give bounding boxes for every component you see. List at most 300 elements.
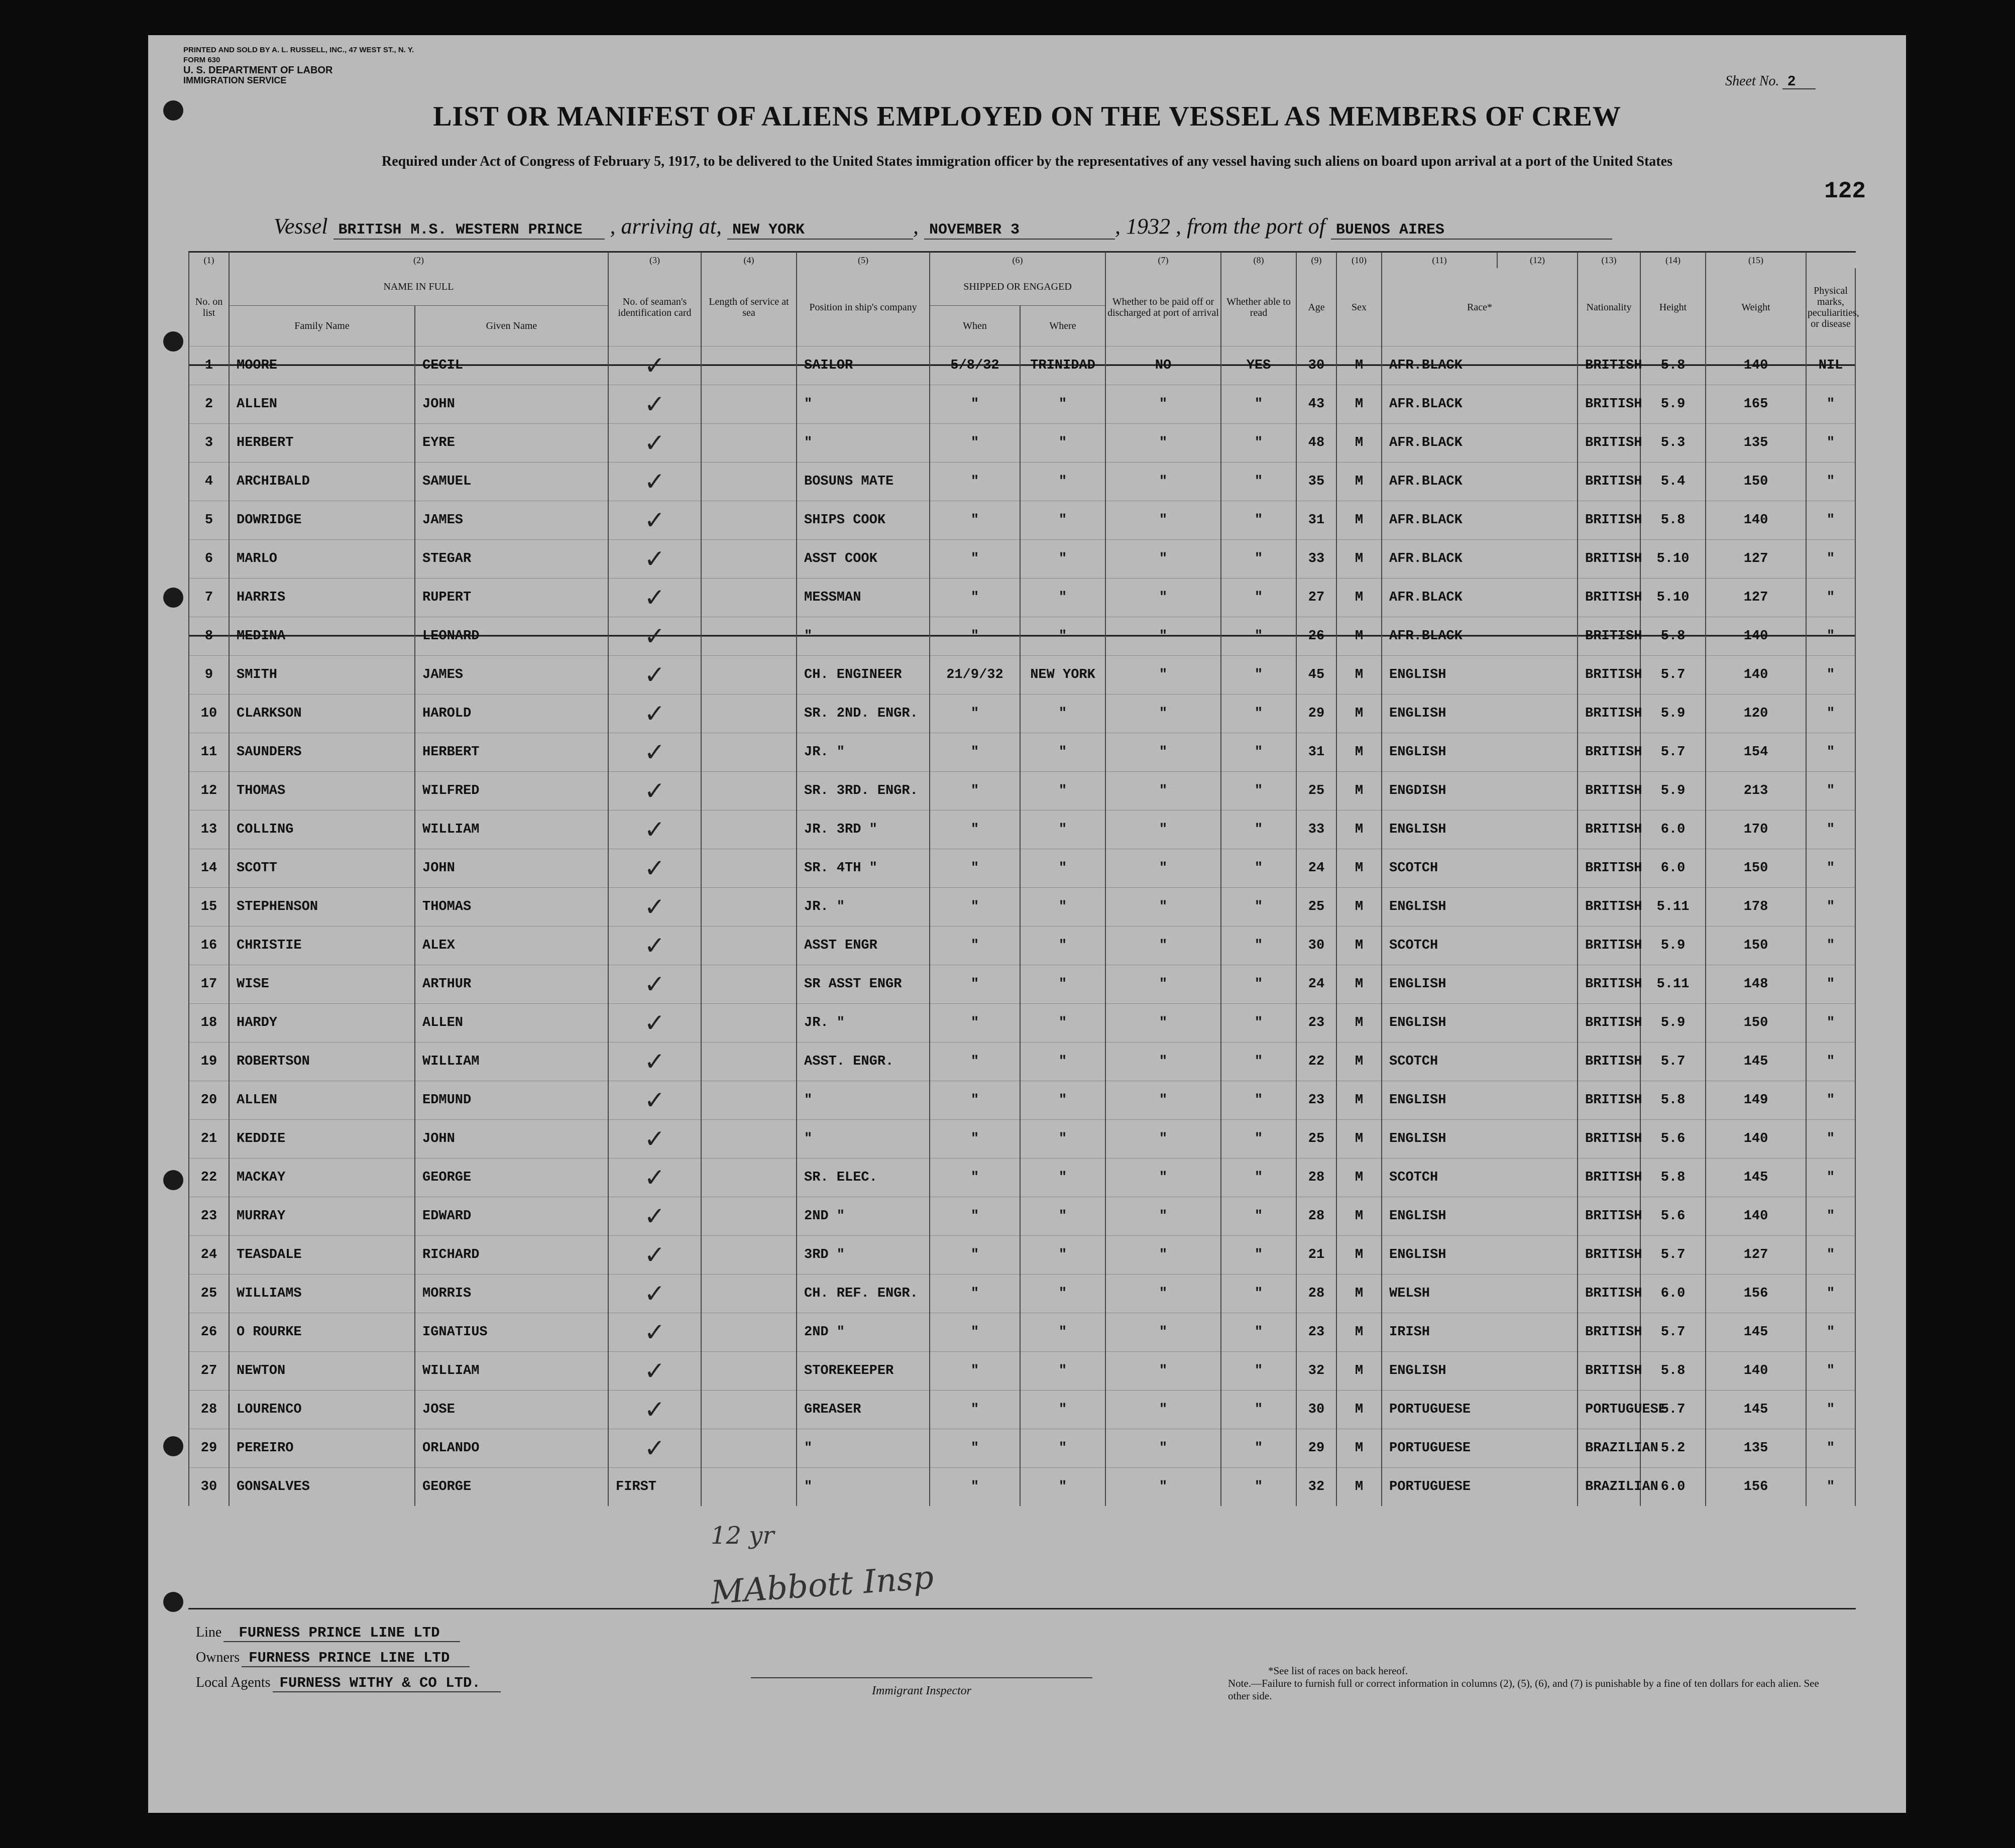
cell-length-service bbox=[701, 1391, 797, 1429]
cell-position: JR. " bbox=[797, 1004, 930, 1043]
header-age: Age bbox=[1296, 268, 1336, 346]
cell-id-card: ✓ bbox=[608, 501, 701, 540]
table-row bbox=[189, 501, 1855, 540]
cell-able-read: " bbox=[1221, 1236, 1296, 1275]
table-row bbox=[189, 1391, 1855, 1429]
cell-height: 5.7 bbox=[1640, 1236, 1706, 1275]
cell-age: 33 bbox=[1296, 811, 1336, 849]
cell-race: SCOTCH bbox=[1382, 1159, 1578, 1197]
cell-id-card: ✓ bbox=[608, 656, 701, 695]
cell-race: SCOTCH bbox=[1382, 849, 1578, 888]
cell-weight: 150 bbox=[1706, 1004, 1806, 1043]
cell-sex: M bbox=[1336, 385, 1382, 424]
cell-sex: M bbox=[1336, 965, 1382, 1004]
cell-height: 5.9 bbox=[1640, 695, 1706, 733]
cell-id-card: ✓ bbox=[608, 1275, 701, 1313]
column-header-row bbox=[189, 268, 1855, 306]
cell-race: PORTUGUESE bbox=[1382, 1391, 1578, 1429]
cell-able-read: " bbox=[1221, 1275, 1296, 1313]
cell-id-card: ✓ bbox=[608, 927, 701, 965]
cell-position: MESSMAN bbox=[797, 579, 930, 617]
cell-length-service bbox=[701, 579, 797, 617]
table-row bbox=[189, 1159, 1855, 1197]
punch-hole bbox=[163, 331, 183, 352]
cell-age: 30 bbox=[1296, 1391, 1336, 1429]
header-weight: Weight bbox=[1706, 268, 1806, 346]
header-when: When bbox=[930, 306, 1020, 346]
cell-able-read: " bbox=[1221, 888, 1296, 927]
cell-paid-off: " bbox=[1105, 733, 1221, 772]
cell-shipped-when: " bbox=[930, 1120, 1020, 1159]
cell-given-name: GEORGE bbox=[415, 1468, 608, 1507]
cell-sex: M bbox=[1336, 1004, 1382, 1043]
cell-given-name: RICHARD bbox=[415, 1236, 608, 1275]
vessel-name: BRITISH M.S. WESTERN PRINCE bbox=[333, 221, 605, 240]
footer-agents: Local Agents FURNESS WITHY & CO LTD. bbox=[196, 1675, 501, 1691]
cell-shipped-where: " bbox=[1020, 965, 1105, 1004]
cell-length-service bbox=[701, 772, 797, 811]
cell-no: 6 bbox=[189, 540, 229, 579]
table-row bbox=[189, 656, 1855, 695]
cell-physical-marks: " bbox=[1806, 1159, 1855, 1197]
cell-weight: 127 bbox=[1706, 540, 1806, 579]
cell-race: AFR.BLACK bbox=[1382, 579, 1578, 617]
cell-height: 5.8 bbox=[1640, 346, 1706, 385]
cell-weight: 154 bbox=[1706, 733, 1806, 772]
cell-no: 13 bbox=[189, 811, 229, 849]
cell-given-name: WILLIAM bbox=[415, 1043, 608, 1081]
cell-id-card: ✓ bbox=[608, 811, 701, 849]
cell-able-read: " bbox=[1221, 1043, 1296, 1081]
cell-id-card: ✓ bbox=[608, 1352, 701, 1391]
cell-given-name: JOSE bbox=[415, 1391, 608, 1429]
cell-height: 5.11 bbox=[1640, 965, 1706, 1004]
cell-length-service bbox=[701, 540, 797, 579]
cell-shipped-when: " bbox=[930, 540, 1020, 579]
cell-weight: 140 bbox=[1706, 656, 1806, 695]
table-row bbox=[189, 1313, 1855, 1352]
cell-nationality: BRITISH bbox=[1578, 385, 1640, 424]
cell-race: ENGDISH bbox=[1382, 772, 1578, 811]
cell-physical-marks: " bbox=[1806, 656, 1855, 695]
page-title: LIST OR MANIFEST OF ALIENS EMPLOYED ON THE VESSEL AS MEMBERS OF CREW bbox=[433, 101, 1621, 132]
cell-position: SAILOR bbox=[797, 346, 930, 385]
cell-family-name: MOORE bbox=[229, 346, 415, 385]
cell-shipped-when: " bbox=[930, 1159, 1020, 1197]
cell-able-read: " bbox=[1221, 811, 1296, 849]
cell-weight: 127 bbox=[1706, 1236, 1806, 1275]
cell-position: 3RD " bbox=[797, 1236, 930, 1275]
cell-given-name: GEORGE bbox=[415, 1159, 608, 1197]
cell-age: 28 bbox=[1296, 1159, 1336, 1197]
cell-able-read: " bbox=[1221, 733, 1296, 772]
cell-shipped-where: " bbox=[1020, 1236, 1105, 1275]
cell-length-service bbox=[701, 1004, 797, 1043]
cell-weight: 145 bbox=[1706, 1159, 1806, 1197]
table-row bbox=[189, 1352, 1855, 1391]
cell-height: 6.0 bbox=[1640, 849, 1706, 888]
cell-given-name: THOMAS bbox=[415, 888, 608, 927]
sheet-number: Sheet No. 2 bbox=[1725, 73, 1816, 89]
cell-race: ENGLISH bbox=[1382, 1352, 1578, 1391]
cell-height: 5.10 bbox=[1640, 579, 1706, 617]
cell-family-name: MURRAY bbox=[229, 1197, 415, 1236]
cell-shipped-when: " bbox=[930, 1391, 1020, 1429]
cell-paid-off: " bbox=[1105, 1197, 1221, 1236]
cell-physical-marks: " bbox=[1806, 1043, 1855, 1081]
cell-shipped-when: " bbox=[930, 927, 1020, 965]
cell-able-read: " bbox=[1221, 385, 1296, 424]
cell-position: STOREKEEPER bbox=[797, 1352, 930, 1391]
cell-physical-marks: " bbox=[1806, 888, 1855, 927]
cell-shipped-where: " bbox=[1020, 385, 1105, 424]
cell-height: 5.8 bbox=[1640, 1159, 1706, 1197]
cell-age: 26 bbox=[1296, 617, 1336, 656]
cell-shipped-where: " bbox=[1020, 1120, 1105, 1159]
cell-no: 16 bbox=[189, 927, 229, 965]
cell-length-service bbox=[701, 965, 797, 1004]
cell-family-name: DOWRIDGE bbox=[229, 501, 415, 540]
cell-nationality: BRITISH bbox=[1578, 579, 1640, 617]
table-row bbox=[189, 1236, 1855, 1275]
cell-family-name: STEPHENSON bbox=[229, 888, 415, 927]
column-numbers-row: (1) (2) (3) (4) (5) (6) (7) (8) (9) (10) (11) (12) (13) (14) (15) bbox=[189, 252, 1855, 268]
cell-length-service bbox=[701, 733, 797, 772]
inspector-signature-line: Immigrant Inspector bbox=[751, 1677, 1092, 1698]
arrival-year: 32 bbox=[1148, 214, 1170, 239]
cell-length-service bbox=[701, 1352, 797, 1391]
table-row bbox=[189, 888, 1855, 927]
cell-nationality: BRITISH bbox=[1578, 1352, 1640, 1391]
cell-weight: 145 bbox=[1706, 1313, 1806, 1352]
cell-length-service bbox=[701, 1236, 797, 1275]
cell-paid-off: " bbox=[1105, 1352, 1221, 1391]
cell-given-name: JAMES bbox=[415, 501, 608, 540]
cell-id-card: ✓ bbox=[608, 463, 701, 501]
cell-shipped-when: " bbox=[930, 424, 1020, 463]
cell-able-read: " bbox=[1221, 1081, 1296, 1120]
table-row bbox=[189, 1429, 1855, 1468]
cell-position: " bbox=[797, 1081, 930, 1120]
footer-notes: *See list of races on back hereof. Note.—Failure to furnish full or correct information in columns (2), (5), (6), and (7) is punishable by a fine of ten dollars for each alien. See other side. bbox=[1228, 1665, 1819, 1702]
cell-no: 14 bbox=[189, 849, 229, 888]
cell-height: 5.9 bbox=[1640, 1004, 1706, 1043]
cell-race: ENGLISH bbox=[1382, 656, 1578, 695]
cell-age: 24 bbox=[1296, 849, 1336, 888]
cell-given-name: ALLEN bbox=[415, 1004, 608, 1043]
cell-id-card: ✓ bbox=[608, 733, 701, 772]
cell-nationality: BRITISH bbox=[1578, 424, 1640, 463]
cell-age: 23 bbox=[1296, 1081, 1336, 1120]
cell-race: ENGLISH bbox=[1382, 1004, 1578, 1043]
cell-age: 32 bbox=[1296, 1352, 1336, 1391]
cell-id-card: ✓ bbox=[608, 695, 701, 733]
table-row bbox=[189, 849, 1855, 888]
cell-shipped-where: " bbox=[1020, 1429, 1105, 1468]
cell-given-name: RUPERT bbox=[415, 579, 608, 617]
cell-shipped-when: " bbox=[930, 579, 1020, 617]
cell-weight: 213 bbox=[1706, 772, 1806, 811]
cell-physical-marks: " bbox=[1806, 1429, 1855, 1468]
cell-no: 30 bbox=[189, 1468, 229, 1507]
cell-nationality: BRITISH bbox=[1578, 1120, 1640, 1159]
cell-race: AFR.BLACK bbox=[1382, 346, 1578, 385]
cell-length-service bbox=[701, 927, 797, 965]
header-paid-off: Whether to be paid off or discharged at port of arrival bbox=[1105, 268, 1221, 346]
cell-position: SR. ELEC. bbox=[797, 1159, 930, 1197]
cell-id-card: ✓ bbox=[608, 965, 701, 1004]
table-row bbox=[189, 617, 1855, 656]
cell-shipped-where: " bbox=[1020, 695, 1105, 733]
cell-shipped-when: " bbox=[930, 733, 1020, 772]
cell-nationality: BRITISH bbox=[1578, 540, 1640, 579]
punch-hole bbox=[163, 588, 183, 608]
cell-paid-off: " bbox=[1105, 1391, 1221, 1429]
cell-no: 8 bbox=[189, 617, 229, 656]
cell-physical-marks: " bbox=[1806, 579, 1855, 617]
cell-given-name: EYRE bbox=[415, 424, 608, 463]
cell-position: GREASER bbox=[797, 1391, 930, 1429]
cell-shipped-where: NEW YORK bbox=[1020, 656, 1105, 695]
cell-position: CH. ENGINEER bbox=[797, 656, 930, 695]
cell-weight: 156 bbox=[1706, 1275, 1806, 1313]
cell-family-name: THOMAS bbox=[229, 772, 415, 811]
cell-family-name: HERBERT bbox=[229, 424, 415, 463]
cell-physical-marks: " bbox=[1806, 1081, 1855, 1120]
cell-weight: 140 bbox=[1706, 346, 1806, 385]
cell-physical-marks: " bbox=[1806, 1004, 1855, 1043]
cell-weight: 148 bbox=[1706, 965, 1806, 1004]
cell-family-name: TEASDALE bbox=[229, 1236, 415, 1275]
cell-shipped-when: " bbox=[930, 385, 1020, 424]
cell-no: 19 bbox=[189, 1043, 229, 1081]
cell-family-name: LOURENCO bbox=[229, 1391, 415, 1429]
cell-length-service bbox=[701, 849, 797, 888]
cell-family-name: GONSALVES bbox=[229, 1468, 415, 1507]
cell-shipped-where: " bbox=[1020, 1043, 1105, 1081]
cell-id-card: FIRST bbox=[608, 1468, 701, 1507]
cell-nationality: BRITISH bbox=[1578, 811, 1640, 849]
cell-able-read: YES bbox=[1221, 346, 1296, 385]
cell-physical-marks: NIL bbox=[1806, 346, 1855, 385]
cell-age: 27 bbox=[1296, 579, 1336, 617]
cell-shipped-when: " bbox=[930, 849, 1020, 888]
cell-able-read: " bbox=[1221, 1197, 1296, 1236]
cell-shipped-where: " bbox=[1020, 540, 1105, 579]
cell-length-service bbox=[701, 1159, 797, 1197]
cell-family-name: KEDDIE bbox=[229, 1120, 415, 1159]
cell-position: ASST. ENGR. bbox=[797, 1043, 930, 1081]
cell-weight: 140 bbox=[1706, 1120, 1806, 1159]
cell-length-service bbox=[701, 811, 797, 849]
cell-family-name: MEDINA bbox=[229, 617, 415, 656]
cell-length-service bbox=[701, 695, 797, 733]
cell-physical-marks: " bbox=[1806, 1391, 1855, 1429]
cell-shipped-where: " bbox=[1020, 1468, 1105, 1507]
cell-shipped-when: " bbox=[930, 1043, 1020, 1081]
cell-height: 5.3 bbox=[1640, 424, 1706, 463]
cell-id-card: ✓ bbox=[608, 772, 701, 811]
cell-shipped-when: 21/9/32 bbox=[930, 656, 1020, 695]
cell-able-read: " bbox=[1221, 540, 1296, 579]
cell-age: 22 bbox=[1296, 1043, 1336, 1081]
cell-sex: M bbox=[1336, 1081, 1382, 1120]
cell-shipped-where: " bbox=[1020, 1004, 1105, 1043]
cell-height: 5.9 bbox=[1640, 385, 1706, 424]
cell-given-name: EDMUND bbox=[415, 1081, 608, 1120]
cell-able-read: " bbox=[1221, 579, 1296, 617]
cell-nationality: BRITISH bbox=[1578, 501, 1640, 540]
cell-paid-off: " bbox=[1105, 385, 1221, 424]
vessel-line: Vessel BRITISH M.S. WESTERN PRINCE , arriving at, NEW YORK , NOVEMBER 3 , 1932 , from the port of BUENOS AIRES bbox=[274, 213, 1612, 240]
cell-able-read: " bbox=[1221, 849, 1296, 888]
cell-age: 43 bbox=[1296, 385, 1336, 424]
cell-shipped-when: " bbox=[930, 811, 1020, 849]
cell-family-name: WISE bbox=[229, 965, 415, 1004]
cell-nationality: BRITISH bbox=[1578, 346, 1640, 385]
cell-age: 30 bbox=[1296, 927, 1336, 965]
cell-physical-marks: " bbox=[1806, 849, 1855, 888]
cell-height: 5.8 bbox=[1640, 501, 1706, 540]
cell-family-name: CLARKSON bbox=[229, 695, 415, 733]
cell-given-name: ORLANDO bbox=[415, 1429, 608, 1468]
cell-given-name: HERBERT bbox=[415, 733, 608, 772]
stamp-number: 122 bbox=[1824, 178, 1866, 204]
cell-id-card: ✓ bbox=[608, 385, 701, 424]
cell-paid-off: " bbox=[1105, 927, 1221, 965]
cell-paid-off: " bbox=[1105, 424, 1221, 463]
cell-paid-off: " bbox=[1105, 656, 1221, 695]
header-given-name: Given Name bbox=[415, 306, 608, 346]
cell-length-service bbox=[701, 1043, 797, 1081]
cell-given-name: JOHN bbox=[415, 385, 608, 424]
cell-sex: M bbox=[1336, 927, 1382, 965]
cell-physical-marks: " bbox=[1806, 927, 1855, 965]
cell-physical-marks: " bbox=[1806, 501, 1855, 540]
cell-no: 22 bbox=[189, 1159, 229, 1197]
cell-nationality: PORTUGUESE bbox=[1578, 1391, 1640, 1429]
cell-height: 5.7 bbox=[1640, 1313, 1706, 1352]
cell-given-name: JAMES bbox=[415, 656, 608, 695]
punch-hole bbox=[163, 1592, 183, 1612]
cell-id-card: ✓ bbox=[608, 1120, 701, 1159]
cell-id-card: ✓ bbox=[608, 1081, 701, 1120]
cell-given-name: CECIL bbox=[415, 346, 608, 385]
cell-length-service bbox=[701, 888, 797, 927]
cell-race: ENGLISH bbox=[1382, 733, 1578, 772]
cell-age: 24 bbox=[1296, 965, 1336, 1004]
cell-no: 26 bbox=[189, 1313, 229, 1352]
cell-age: 28 bbox=[1296, 1275, 1336, 1313]
cell-position: " bbox=[797, 424, 930, 463]
cell-shipped-when: " bbox=[930, 463, 1020, 501]
cell-given-name: WILLIAM bbox=[415, 811, 608, 849]
header-no-on-list: No. on list bbox=[189, 268, 229, 346]
cell-shipped-where: " bbox=[1020, 927, 1105, 965]
cell-height: 5.8 bbox=[1640, 1081, 1706, 1120]
cell-nationality: BRITISH bbox=[1578, 695, 1640, 733]
printer-imprint: PRINTED AND SOLD BY A. L. RUSSELL, INC., 47 WEST ST., N. Y. FORM 630 U. S. DEPARTMENT OF LABOR IMMIGRATION SERVICE bbox=[183, 46, 414, 85]
cell-sex: M bbox=[1336, 1313, 1382, 1352]
cell-height: 5.9 bbox=[1640, 772, 1706, 811]
cell-position: 2ND " bbox=[797, 1313, 930, 1352]
cell-sex: M bbox=[1336, 733, 1382, 772]
cell-physical-marks: " bbox=[1806, 811, 1855, 849]
cell-nationality: BRITISH bbox=[1578, 1236, 1640, 1275]
cell-family-name: ARCHIBALD bbox=[229, 463, 415, 501]
cell-sex: M bbox=[1336, 1468, 1382, 1507]
cell-weight: 150 bbox=[1706, 849, 1806, 888]
cell-nationality: BRITISH bbox=[1578, 733, 1640, 772]
cell-shipped-where: " bbox=[1020, 579, 1105, 617]
table-row bbox=[189, 1004, 1855, 1043]
cell-family-name: SCOTT bbox=[229, 849, 415, 888]
table-row bbox=[189, 1081, 1855, 1120]
cell-physical-marks: " bbox=[1806, 424, 1855, 463]
cell-id-card: ✓ bbox=[608, 1391, 701, 1429]
arrival-port: NEW YORK bbox=[727, 221, 913, 240]
cell-shipped-when: " bbox=[930, 617, 1020, 656]
cell-age: 23 bbox=[1296, 1313, 1336, 1352]
table-row bbox=[189, 579, 1855, 617]
cell-nationality: BRITISH bbox=[1578, 656, 1640, 695]
cell-given-name: SAMUEL bbox=[415, 463, 608, 501]
cell-shipped-when: " bbox=[930, 695, 1020, 733]
table-row bbox=[189, 346, 1855, 385]
cell-race: SCOTCH bbox=[1382, 1043, 1578, 1081]
cell-nationality: BRITISH bbox=[1578, 888, 1640, 927]
cell-height: 5.6 bbox=[1640, 1197, 1706, 1236]
cell-family-name: ROBERTSON bbox=[229, 1043, 415, 1081]
cell-id-card: ✓ bbox=[608, 1159, 701, 1197]
cell-age: 28 bbox=[1296, 1197, 1336, 1236]
cell-shipped-where: " bbox=[1020, 1313, 1105, 1352]
header-position: Position in ship's company bbox=[797, 268, 930, 346]
cell-race: AFR.BLACK bbox=[1382, 501, 1578, 540]
cell-sex: M bbox=[1336, 1043, 1382, 1081]
cell-race: AFR.BLACK bbox=[1382, 540, 1578, 579]
cell-shipped-where: " bbox=[1020, 888, 1105, 927]
cell-age: 45 bbox=[1296, 656, 1336, 695]
cell-nationality: BRITISH bbox=[1578, 1197, 1640, 1236]
cell-length-service bbox=[701, 617, 797, 656]
footer-owners: Owners FURNESS PRINCE LINE LTD bbox=[196, 1650, 470, 1666]
inspector-signature: MAbbott Insp bbox=[709, 1559, 935, 1612]
cell-length-service bbox=[701, 1197, 797, 1236]
cell-height: 5.10 bbox=[1640, 540, 1706, 579]
cell-id-card: ✓ bbox=[608, 617, 701, 656]
cell-sex: M bbox=[1336, 463, 1382, 501]
cell-physical-marks: " bbox=[1806, 1468, 1855, 1507]
cell-paid-off: " bbox=[1105, 1468, 1221, 1507]
cell-length-service bbox=[701, 1468, 797, 1507]
cell-given-name: ALEX bbox=[415, 927, 608, 965]
header-able-read: Whether able to read bbox=[1221, 268, 1296, 346]
cell-shipped-where: " bbox=[1020, 1197, 1105, 1236]
cell-height: 5.8 bbox=[1640, 1352, 1706, 1391]
cell-id-card: ✓ bbox=[608, 1197, 701, 1236]
cell-id-card: ✓ bbox=[608, 1429, 701, 1468]
header-nationality: Nationality bbox=[1578, 268, 1640, 346]
cell-weight: 178 bbox=[1706, 888, 1806, 927]
cell-no: 21 bbox=[189, 1120, 229, 1159]
cell-nationality: BRITISH bbox=[1578, 1004, 1640, 1043]
cell-weight: 170 bbox=[1706, 811, 1806, 849]
cell-family-name: PEREIRO bbox=[229, 1429, 415, 1468]
cell-able-read: " bbox=[1221, 656, 1296, 695]
cell-family-name: SMITH bbox=[229, 656, 415, 695]
cell-family-name: WILLIAMS bbox=[229, 1275, 415, 1313]
